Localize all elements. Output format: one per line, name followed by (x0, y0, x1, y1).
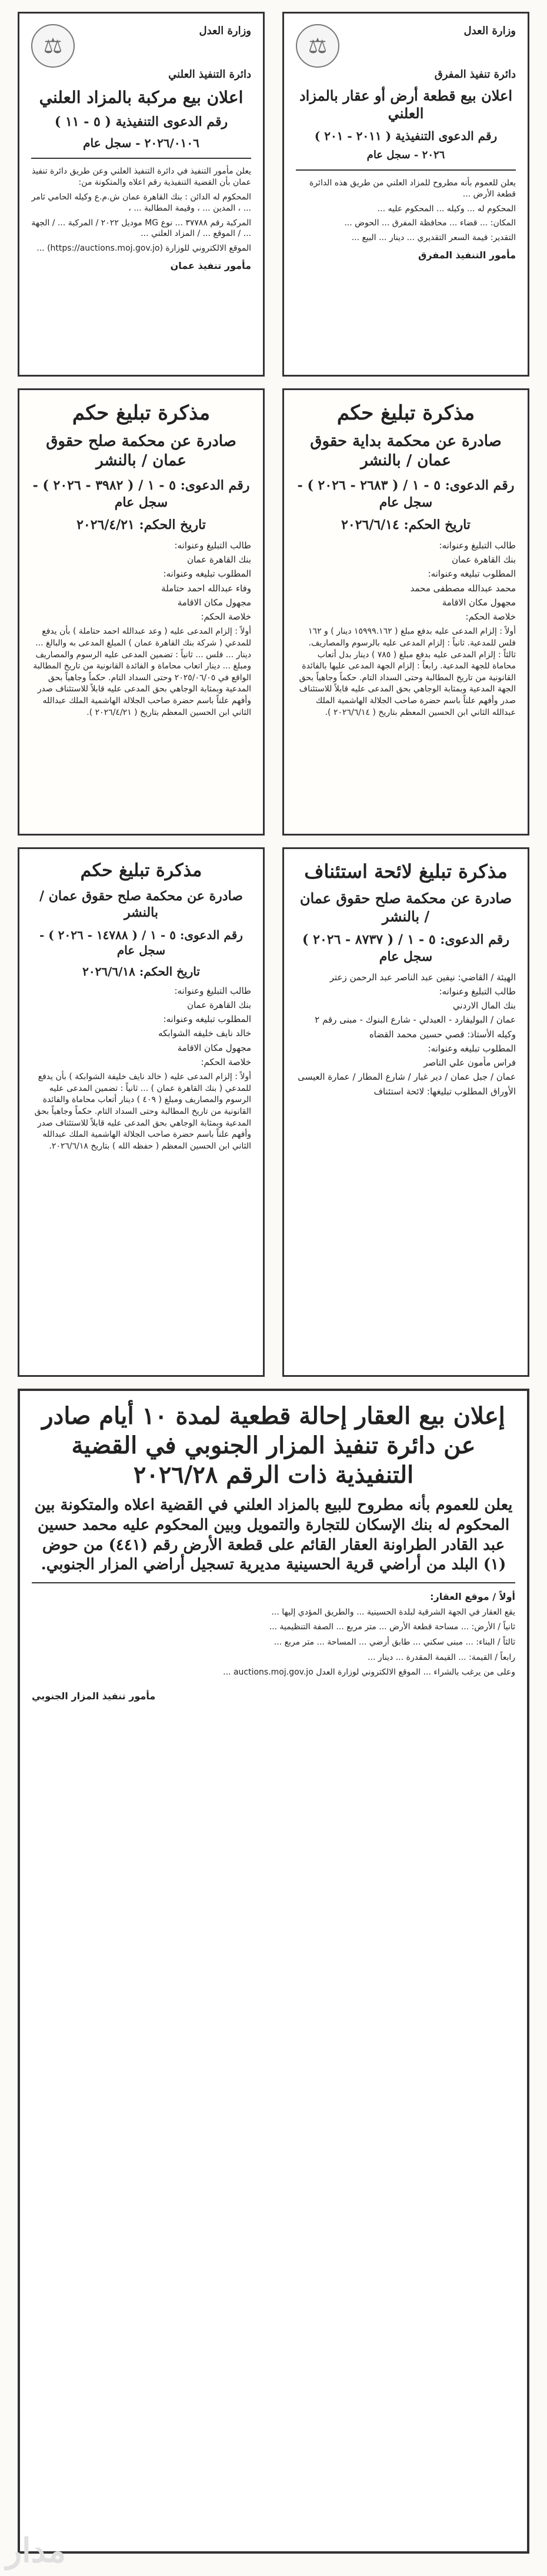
ad-paragraph: وعلى من يرغب بالشراء ... الموقع الالكتروني لوزارة العدل auctions.moj.gov.jo ... (223, 1668, 515, 1678)
case-number: رقم الدعوى: ٥ - ١ / ( ١٤٧٨٨ - ٢٠٢٦ ) - سجل عام (39, 927, 243, 957)
case-registry: ٢٠٢٦ - سجل عام (366, 149, 445, 162)
notice-fields (31, 985, 251, 1069)
field-line: خلاصة الحكم: (201, 611, 251, 623)
auction-land-ad (282, 12, 529, 377)
auction-vehicle-ad (18, 12, 265, 377)
signature: مأمور تنفيذ المزار الجنوبي (32, 1690, 156, 1702)
ministry-logo-icon: ⚖ (31, 24, 75, 68)
notice-subtitle: صادرة عن محكمة بداية حقوق عمان / بالنشر (310, 432, 502, 470)
ad-subtitle: يعلن للعموم بأنه مطروح للبيع بالمزاد العلني في القضية اعلاه والمتكونة بين المحكوم له بنك الإسكان للتجارة والتمويل وبين المحكوم عليه محمد حسين عبد القادر الطراونة العقار القائم على قطعة الأرض رقم (٤٤١) من حوض (١) البلد من أراضي قرية الحسينية مديرية تسجيل أراضي المزار الجنوبي. (34, 1496, 513, 1574)
notice-fields (296, 971, 516, 1097)
case-number: رقم الدعوى التنفيذية ( ٢٠١١ - ٢٠١ ) (314, 129, 498, 144)
judgment-notice-box-2 (282, 388, 529, 836)
field-line: طالب التبليغ وعنوانه: (174, 540, 251, 551)
judgment-summary: أولاً : إلزام المدعى عليه ( وعد عبدالله احمد حتاملة ) بأن يدفع للمدعي ( شركة بنك القاهرة عمان ) المبلغ المدعى به والبالغ ... دينار ... فلس ... ثانياً : تضمين المدعى عليه الرسوم والمصاريف ومبلغ ... دينار اتعاب محاماة و الفائدة القانونية من تاريخ المطالبة الواقع في ٢٠٢٥/٠٦/٠٥ وحتى السداد التام. حكماً وجاهياً بحق المدعية وبمثابة الوجاهي بحق المدعى عليه قابلاً للاستئناف صدر وأفهم علناً باسم حضرة صاحب الجلالة الهاشمية الملك عبدالله الثاني ابن الحسين المعظم بتاريخ ( ٢٠٢٦/٤/٢١ ). (33, 627, 251, 717)
case-number: رقم الدعوى التنفيذية ( ٥ - ١١ ) (54, 114, 228, 130)
field-line: وفاء عبدالله احمد حتاملة (161, 583, 251, 594)
field-line: المطلوب تبليغه وعنوانه: (428, 568, 516, 580)
ad-paragraph: أولاً / موقع العقار: (430, 1591, 515, 1603)
judgment-summary: أولاً : إلزام المدعى عليه بدفع مبلغ ( ١٥٩٩٩.١٦٢ دينار ) و ١٦٢ فلس للمدعية. ثانياً : إلزام المدعى عليه بالرسوم والمصاريف. ثالثاً : إلزام المدعى عليه بدفع مبلغ ( ٧٨٥ ) دينار بدل أتعاب محاماة للجهة المدعية. رابعاً : إلزام الجهة المدعى عليها بالفائدة القانونية من تاريخ المطالبة وحتى السداد التام. حكماً وجاهياً بحق الجهة المدعية وبمثابة الوجاهي بحق المدعى عليه قابلاً للاستئناف صدر وأفهم علناً باسم حضرة صاحب الجلالة الهاشمية الملك عبدالله الثاني ابن الحسين المعظم بتاريخ ( ٢٠٢٦/٦/١٤ ). (299, 627, 516, 717)
ministry-label: وزارة العدل (199, 25, 251, 37)
field-line: طالب التبليغ وعنوانه: (439, 986, 516, 997)
notice-title: مذكرة تبليغ حكم (336, 401, 475, 425)
field-line: بنك المال الاردني (452, 1000, 516, 1011)
case-number: رقم الدعوى: ٥ - ١ / ( ٣٩٨٢ - ٢٠٢٦ ) - سجل عام (32, 478, 250, 510)
signature: مأمور تنفيذ عمان (170, 260, 251, 272)
ad-body-3: المركبة رقم ٣٧٧٨٨ ... نوع MG موديل ٢٠٢٢ / المركبة ... / الجهة ... / الموقع ... / المزاد العلني ... (31, 218, 251, 239)
judgment-notice-box-3 (18, 847, 265, 1377)
notice-subtitle: صادرة عن محكمة صلح حقوق عمان / بالنشر (39, 888, 243, 921)
notice-title: مذكرة تبليغ لائحة استئناف (304, 860, 508, 883)
ad-paragraph: ثالثاً / البناء: ... مبنى سكني ... طابق أرضي ... المساحة ... متر مربع ... (274, 1637, 515, 1647)
field-line: خلاصة الحكم: (465, 611, 516, 623)
judgment-notice-box-1 (18, 388, 265, 836)
field-line: عمان / جبل عمان / دير غبار / شارع المطار / عمارة العيسى (298, 1071, 516, 1083)
signature: مأمور التنفيذ المفرق (418, 249, 516, 261)
notice-title: مذكرة تبليغ حكم (72, 401, 211, 425)
notice-title: مذكرة تبليغ حكم (80, 860, 202, 881)
ad-header (31, 24, 251, 68)
department-label: دائرة تنفيذ المفرق (434, 68, 516, 81)
ad-body-2: المحكوم له ... وكيله ... المحكوم عليه ... (377, 204, 516, 214)
field-line: مجهول مكان الاقامة (442, 597, 516, 608)
field-line: خالد نايف خليفه الشوابكه (158, 1028, 251, 1039)
field-line: فراس مأمون علي الناصر (423, 1057, 516, 1069)
case-number: رقم الدعوى: ٥ - ١ / ( ٢٦٨٣ - ٢٠٢٦ ) - سجل عام (297, 478, 515, 510)
ministry-label: وزارة العدل (463, 25, 516, 37)
field-line: طالب التبليغ وعنوانه: (174, 985, 251, 996)
field-line: محمد عبدالله مصطفى محمد (410, 583, 516, 594)
ad-paragraph: رابعاً / القيمة: ... القيمة المقدرة ... دينار ... (368, 1652, 515, 1662)
notice-fields (296, 540, 516, 623)
judgment-date: تاريخ الحكم: ٢٠٢٦/٦/١٨ (82, 964, 200, 979)
ad-title: اعلان بيع قطعة أرض أو عقار بالمزاد العلني (299, 87, 513, 122)
ad-body-2: المحكوم له الدائن : بنك القاهرة عمان ش.م.ع وكيله الحامي ثامر ... ، المدين ... ، وقيمة المطالبة ... ، (31, 192, 251, 213)
ad-title: إعلان بيع العقار إحالة قطعية لمدة ١٠ أيام صادر عن دائرة تنفيذ المزار الجنوبي في القضية التنفيذية ذات الرقم ٢٠٢٦/٢٨ (42, 1402, 505, 1489)
divider (296, 169, 516, 171)
divider (31, 158, 251, 159)
ad-paragraph: يقع العقار في الجهة الشرقية لبلدة الحسينية ... والطريق المؤدي إليها ... (271, 1607, 515, 1617)
notice-subtitle: صادرة عن محكمة صلح حقوق عمان / بالنشر (299, 890, 512, 926)
field-line: طالب التبليغ وعنوانه: (439, 540, 516, 551)
judgment-date: تاريخ الحكم: ٢٠٢٦/٤/٢١ (76, 517, 206, 533)
ad-body-3: المكان: ... قضاء ... محافظة المفرق ... الحوض ... (344, 218, 516, 228)
ministry-logo-icon: ⚖ (296, 24, 339, 68)
field-line: مجهول مكان الاقامة (177, 597, 251, 608)
field-line: وكيله الأستاذ: قصي حسين محمد القضاه (369, 1029, 516, 1040)
field-line: المطلوب تبليغه وعنوانه: (163, 568, 251, 580)
ad-header (296, 24, 516, 68)
ad-body-1: يعلن للعموم بأنه مطروح للمزاد العلني من طريق هذه الدائرة قطعة الأرض ... (309, 178, 516, 199)
real-estate-auction-ad (18, 1389, 529, 2554)
field-line: المطلوب تبليغه وعنوانه: (428, 1043, 516, 1054)
field-line: مجهول مكان الاقامة (177, 1042, 251, 1053)
field-line: بنك القاهرة عمان (451, 554, 516, 565)
field-line: بنك القاهرة عمان (186, 999, 251, 1010)
judgment-summary: أولاً : إلزام المدعى عليه ( خالد نايف خليفة الشوابكة ) بأن يدفع للمدعي ( بنك القاهرة عمان ) ... ثانياً : تضمين المدعى عليه الرسوم والمصاريف ومبلغ ( ٤٠٩ ) دينار أتعاب محاماة والفائدة القانونية من تاريخ المطالبة وحتى السداد التام. حكماً وجاهياً بحق المدعية وبمثابة الوجاهي بحق المدعى عليه قابلاً للاستئناف صدر وأفهم علناً باسم حضرة صاحب الجلالة الهاشمية الملك عبدالله الثاني ابن الحسين المعظم ( حفظه الله ) بتاريخ ٢٠٢٦/٦/١٨. (34, 1072, 251, 1151)
ad-body-1: يعلن مأمور التنفيذ في دائرة التنفيذ العلني وعن طريق دائرة تنفيذ عمان بأن القضية التنفيذية رقم اعلاه والمتكونة من: (31, 166, 251, 187)
ad-paragraph: ثانياً / الأرض: ... مساحة قطعة الأرض ... متر مربع ... الصفة التنظيمية ... (269, 1622, 515, 1632)
notice-fields (31, 540, 251, 623)
case-number: رقم الدعوى: ٥ - ١ / ( ٨٧٣٧ - ٢٠٢٦ ) سجل عام (302, 932, 509, 964)
field-line: عمان / البوليفارد - العبدلي - شارع البنوك - مبنى رقم ٢ (315, 1014, 516, 1026)
ad-body-4: الموقع الالكتروني للوزارة (https://auctions.moj.gov.jo) ... (36, 244, 251, 254)
watermark: مدار (6, 2531, 66, 2570)
ad-title: اعلان بيع مركبة بالمزاد العلني (39, 88, 244, 108)
field-line: بنك القاهرة عمان (186, 554, 251, 565)
divider (32, 1582, 515, 1583)
field-line: المطلوب تبليغه وعنوانه: (163, 1014, 251, 1025)
field-line: الهيئة / القاضي: نيفين عبد الناصر عبد الرحمن زعتر (329, 971, 516, 983)
ad-body-4: التقدير: قيمة السعر التقديري ... دينار ... البيع ... (351, 233, 516, 243)
notice-subtitle: صادرة عن محكمة صلح حقوق عمان / بالنشر (46, 432, 236, 470)
department-label: دائرة التنفيذ العلني (168, 68, 251, 81)
field-line: الأوراق المطلوب تبليغها: لائحة استئناف (373, 1086, 516, 1097)
appeal-notice-box (282, 847, 529, 1377)
case-registry: ٢٠٢٦/٠١٠٦ - سجل عام (83, 135, 199, 150)
judgment-date: تاريخ الحكم: ٢٠٢٦/٦/١٤ (341, 517, 471, 533)
field-line: خلاصة الحكم: (201, 1056, 251, 1067)
